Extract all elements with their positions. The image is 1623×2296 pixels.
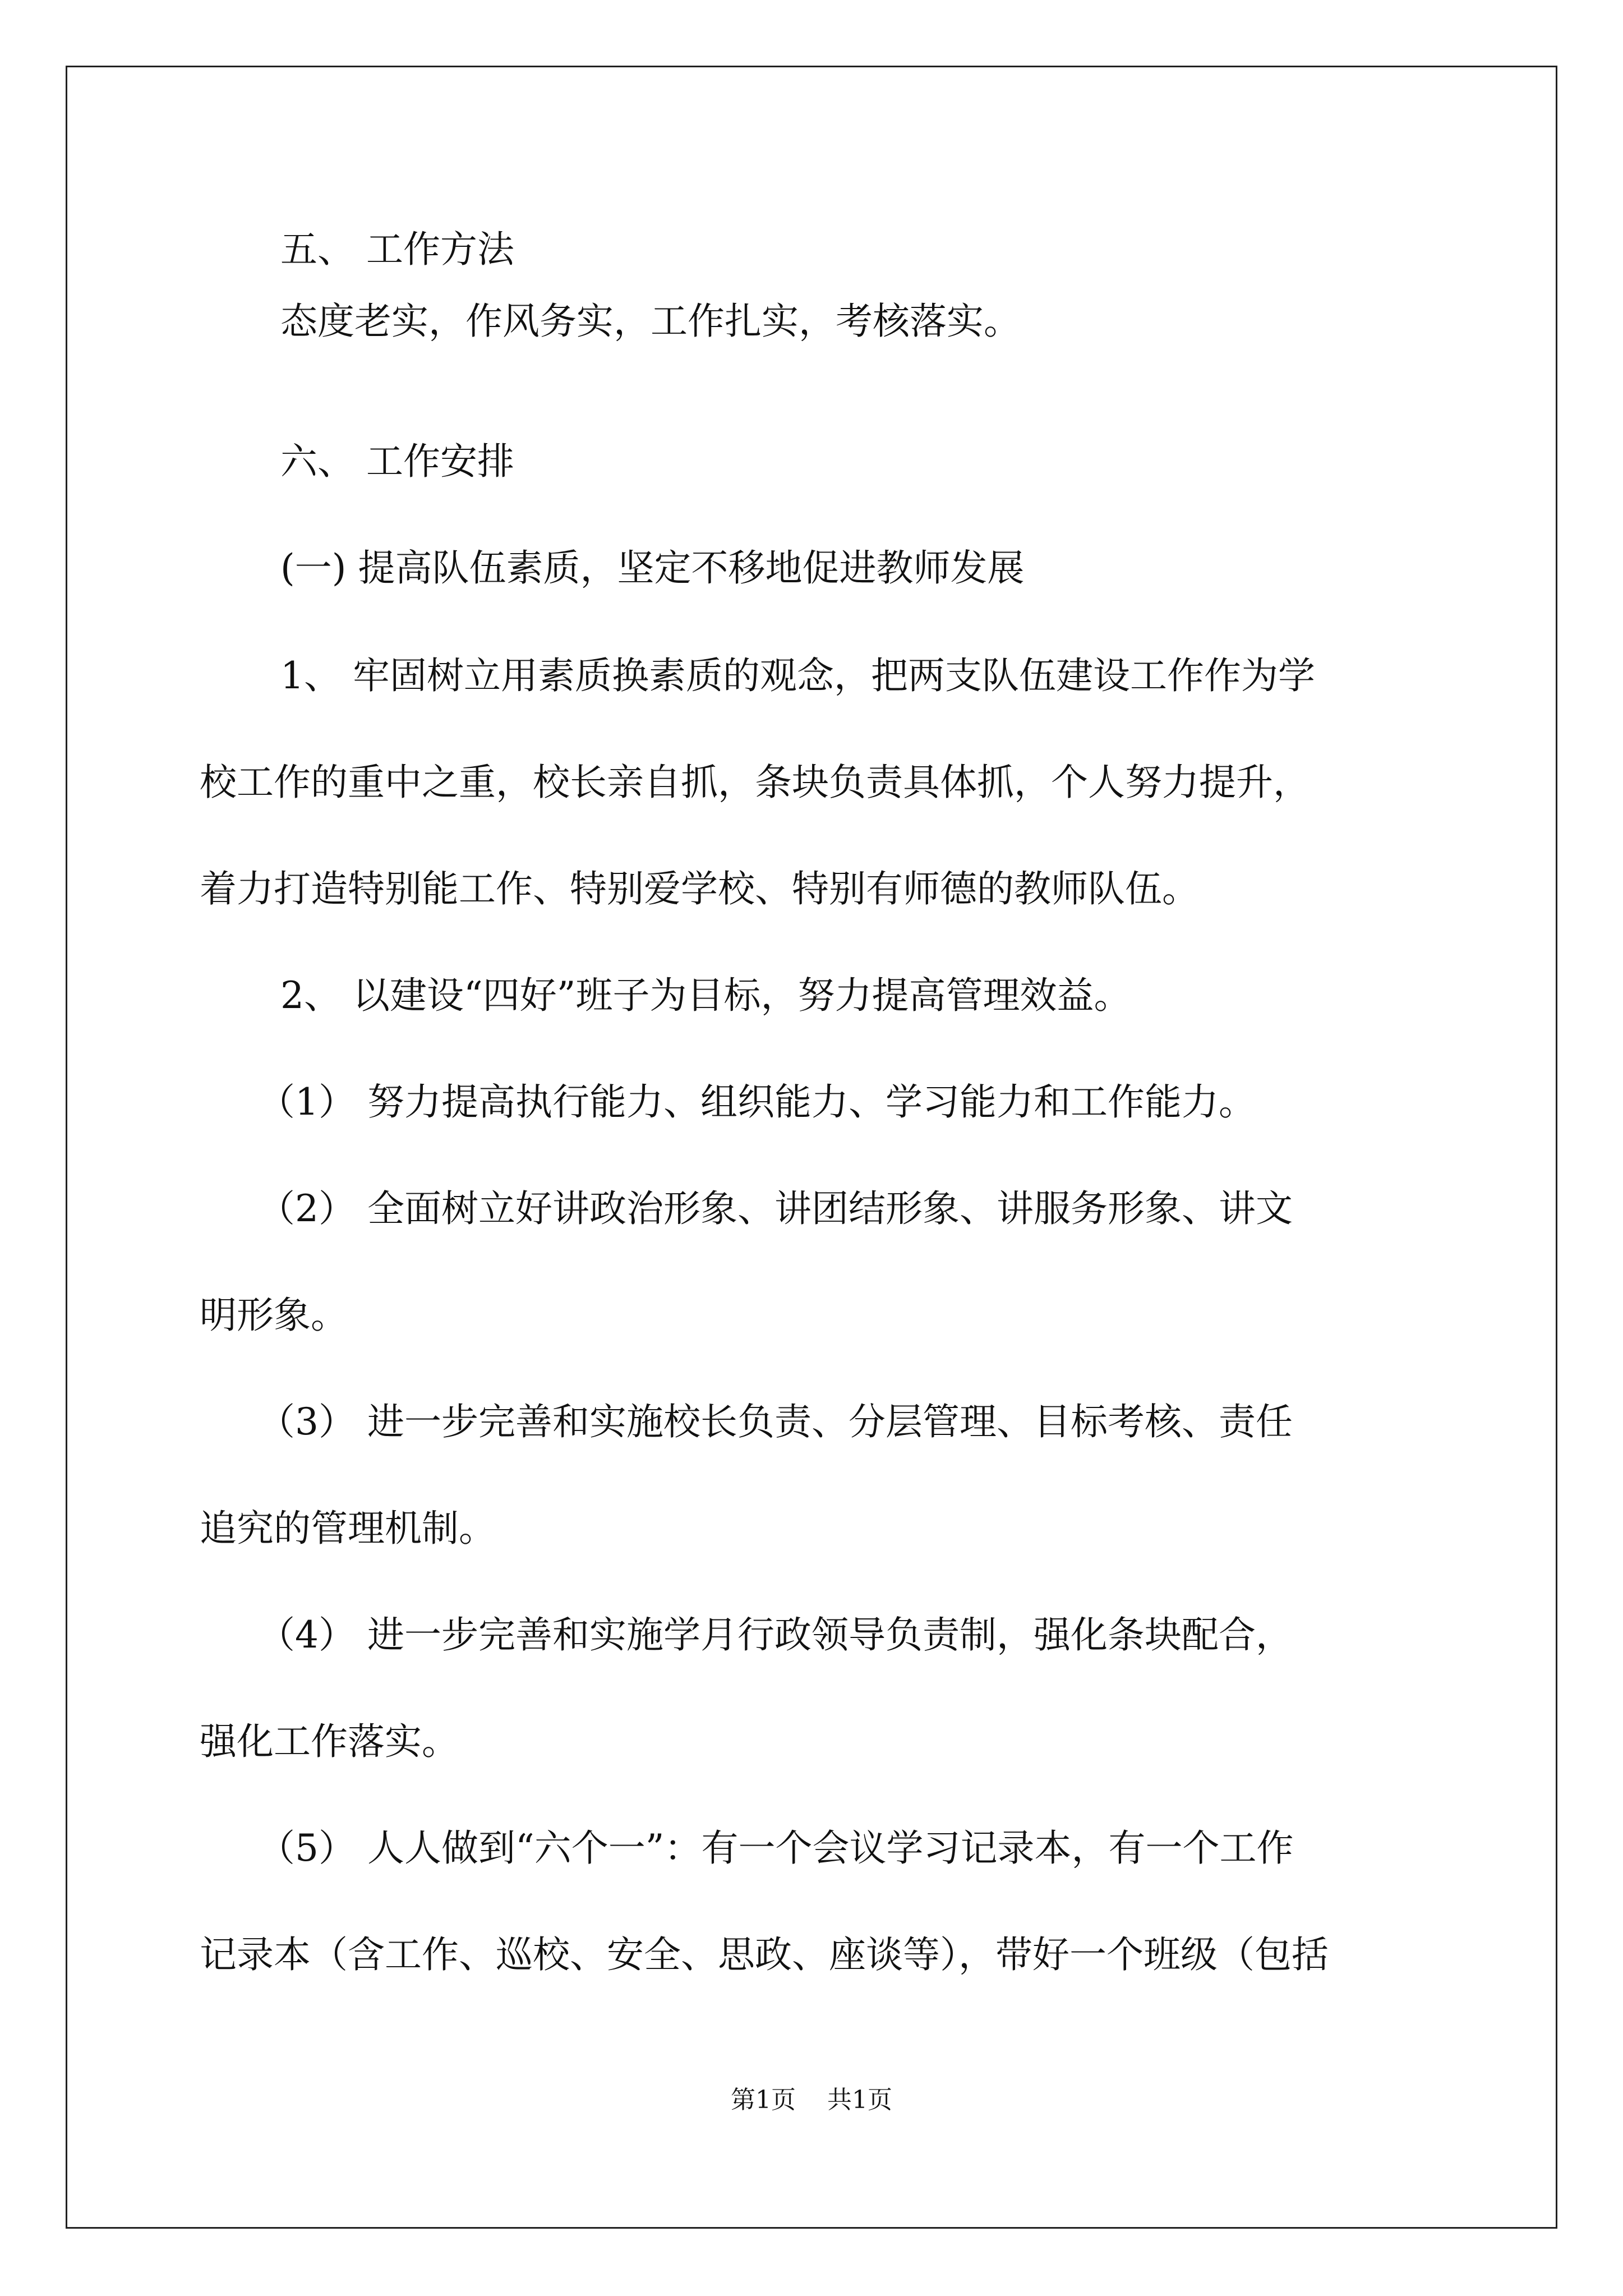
subsection-heading: (一) 提高队伍素质，坚定不移地促进教师发展: [280, 546, 1025, 590]
paragraph-line: 记录本（含工作、巡校、安全、思政、座谈等），带好一个班级（包括: [200, 1933, 1329, 1976]
paragraph-line: （3） 进一步完善和实施校长负责、分层管理、目标考核、责任: [258, 1400, 1293, 1443]
page-number-current: 第1页: [731, 2086, 796, 2114]
paragraph-line: 追究的管理机制。: [200, 1507, 496, 1550]
paragraph-line: 态度老实，作风务实，工作扎实，考核落实。: [280, 300, 1021, 343]
page-number-total: 共1页: [827, 2086, 892, 2114]
section-heading-arrangement: 六、 工作安排: [280, 440, 514, 483]
page-border: [66, 66, 1557, 2229]
paragraph-line: 1、 牢固树立用素质换素质的观念，把两支队伍建设工作作为学: [280, 654, 1315, 697]
paragraph-line: 2、 以建设“四好”班子为目标，努力提高管理效益。: [280, 974, 1131, 1017]
paragraph-line: 校工作的重中之重，校长亲自抓，条块负责具体抓，个人努力提升，: [200, 761, 1310, 804]
paragraph-line: （1） 努力提高执行能力、组织能力、学习能力和工作能力。: [258, 1080, 1256, 1124]
paragraph-line: 着力打造特别能工作、特别爱学校、特别有师德的教师队伍。: [200, 867, 1199, 910]
section-heading-methods: 五、 工作方法: [280, 228, 514, 271]
paragraph-line: （4） 进一步完善和实施学月行政领导负责制，强化条块配合，: [258, 1613, 1293, 1657]
page-footer: [0, 2088, 1623, 2113]
paragraph-line: （2） 全面树立好讲政治形象、讲团结形象、讲服务形象、讲文: [258, 1187, 1293, 1230]
paragraph-line: 强化工作落实。: [200, 1720, 459, 1763]
paragraph-line: 明形象。: [200, 1294, 348, 1337]
paragraph-line: （5） 人人做到“六个一”：有一个会议学习记录本，有一个工作: [258, 1826, 1294, 1870]
